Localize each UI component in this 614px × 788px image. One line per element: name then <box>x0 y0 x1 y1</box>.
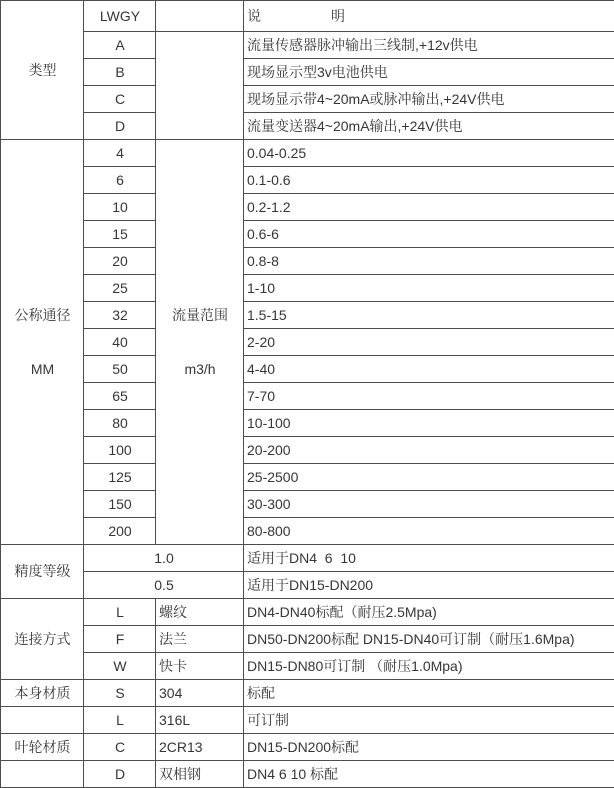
material-desc: DN4 6 10 标配 <box>244 761 614 788</box>
type-row-desc: 现场显示带4~20mA或脉冲输出,+24V供电 <box>244 86 614 113</box>
flow-range-value: 0.2-1.2 <box>244 194 614 221</box>
empty-cell <box>1 707 84 734</box>
type-row-code: D <box>84 113 156 140</box>
connection-section-label: 连接方式 <box>1 599 84 680</box>
material-code: L <box>84 707 156 734</box>
material-name: 304 <box>156 680 244 707</box>
connection-desc: DN15-DN80可订制 （耐压1.0Mpa) <box>244 653 614 680</box>
flow-range-value: 4-40 <box>244 356 614 383</box>
accuracy-grade: 0.5 <box>84 572 244 599</box>
accuracy-section-label: 精度等级 <box>1 545 84 599</box>
type-section-label: 类型 <box>1 1 84 140</box>
dn-value: 80 <box>84 410 156 437</box>
accuracy-applies: 适用于DN15-DN200 <box>244 572 614 599</box>
type-row-code: B <box>84 59 156 86</box>
dn-value: 65 <box>84 383 156 410</box>
flow-range-value: 1.5-15 <box>244 302 614 329</box>
flow-range-value: 25-2500 <box>244 464 614 491</box>
connection-desc: DN4-DN40标配（耐压2.5Mpa) <box>244 599 614 626</box>
dn-value: 100 <box>84 437 156 464</box>
diameter-section-label-line2: MM <box>4 360 81 378</box>
body-material-section-label: 本身材质 <box>1 680 84 707</box>
dn-value: 4 <box>84 140 156 167</box>
type-row-code: A <box>84 32 156 59</box>
dn-value: 200 <box>84 518 156 545</box>
flow-range-value: 0.8-8 <box>244 248 614 275</box>
material-name: 双相钢 <box>156 761 244 788</box>
empty-cell <box>156 32 244 140</box>
accuracy-grade: 1.0 <box>84 545 244 572</box>
material-code: D <box>84 761 156 788</box>
material-desc: 可订制 <box>244 707 614 734</box>
connection-code: L <box>84 599 156 626</box>
type-row-code: C <box>84 86 156 113</box>
flow-range-header-line1: 流量范围 <box>159 306 241 324</box>
flow-range-value: 80-800 <box>244 518 614 545</box>
material-name: 2CR13 <box>156 734 244 761</box>
type-row-desc: 流量传感器脉冲输出三线制,+12v供电 <box>244 32 614 59</box>
connection-name: 法兰 <box>156 626 244 653</box>
connection-name: 快卡 <box>156 653 244 680</box>
flow-range-value: 0.6-6 <box>244 221 614 248</box>
type-row-desc: 流量变送器4~20mA输出,+24V供电 <box>244 113 614 140</box>
empty-cell <box>1 761 84 788</box>
dn-value: 20 <box>84 248 156 275</box>
flow-range-value: 0.04-0.25 <box>244 140 614 167</box>
description-header: 说 明 <box>244 1 614 32</box>
flow-range-value: 10-100 <box>244 410 614 437</box>
flow-range-value: 30-300 <box>244 491 614 518</box>
dn-value: 10 <box>84 194 156 221</box>
accuracy-applies: 适用于DN4 6 10 <box>244 545 614 572</box>
material-name: 316L <box>156 707 244 734</box>
connection-code: W <box>84 653 156 680</box>
connection-desc: DN50-DN200标配 DN15-DN40可订制（耐压1.6Mpa) <box>244 626 614 653</box>
flow-range-value: 0.1-0.6 <box>244 167 614 194</box>
dn-value: 40 <box>84 329 156 356</box>
flow-range-header <box>156 140 244 545</box>
type-row-desc: 现场显示型3v电池供电 <box>244 59 614 86</box>
dn-value: 125 <box>84 464 156 491</box>
flow-range-value: 20-200 <box>244 437 614 464</box>
dn-value: 50 <box>84 356 156 383</box>
dn-value: 32 <box>84 302 156 329</box>
flow-range-header-line2: m3/h <box>159 360 241 378</box>
material-desc: DN15-DN200标配 <box>244 734 614 761</box>
dn-value: 6 <box>84 167 156 194</box>
flow-range-value: 7-70 <box>244 383 614 410</box>
flow-range-value: 2-20 <box>244 329 614 356</box>
dn-value: 25 <box>84 275 156 302</box>
dn-value: 15 <box>84 221 156 248</box>
material-code: C <box>84 734 156 761</box>
model-code-header: LWGY <box>84 1 156 32</box>
flow-range-value: 1-10 <box>244 275 614 302</box>
material-code: S <box>84 680 156 707</box>
empty-cell <box>156 1 244 32</box>
diameter-section-label <box>1 140 84 545</box>
impeller-material-section-label: 叶轮材质 <box>1 734 84 761</box>
diameter-section-label-line1: 公称通径 <box>4 306 81 324</box>
dn-value: 150 <box>84 491 156 518</box>
connection-name: 螺纹 <box>156 599 244 626</box>
material-desc: 标配 <box>244 680 614 707</box>
connection-code: F <box>84 626 156 653</box>
